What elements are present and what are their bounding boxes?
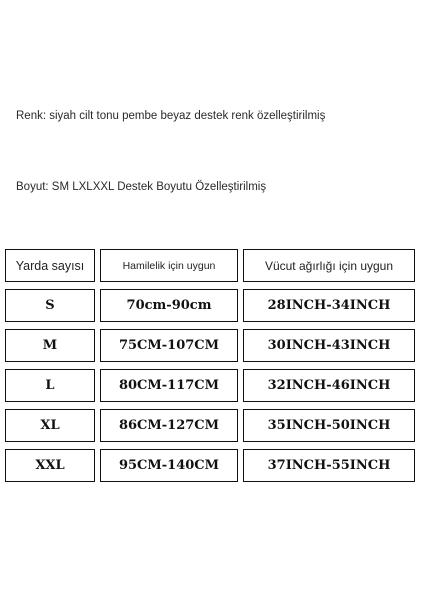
header-pregnancy-fit: Hamilelik için uygun	[100, 249, 238, 282]
table-row	[5, 409, 415, 442]
pregnancy-range-cell: 80CM-117CM	[100, 369, 238, 402]
table-header-row	[5, 249, 415, 282]
size-table	[5, 249, 415, 489]
pregnancy-range-cell: 86CM-127CM	[100, 409, 238, 442]
size-cell: XL	[5, 409, 95, 442]
pregnancy-range-cell: 70cm-90cm	[100, 289, 238, 322]
table-row	[5, 449, 415, 482]
header-body-weight-fit: Vücut ağırlığı için uygun	[243, 249, 415, 282]
size-cell: M	[5, 329, 95, 362]
table-row	[5, 329, 415, 362]
size-cell: S	[5, 289, 95, 322]
size-options-text: Boyut: SM LXLXXL Destek Boyutu Özelleştirilmiş	[16, 181, 267, 193]
weight-range-cell: 35INCH-50INCH	[243, 409, 415, 442]
pregnancy-range-cell: 95CM-140CM	[100, 449, 238, 482]
weight-range-cell: 37INCH-55INCH	[243, 449, 415, 482]
header-size: Yarda sayısı	[5, 249, 95, 282]
size-cell: L	[5, 369, 95, 402]
table-row	[5, 369, 415, 402]
weight-range-cell: 28INCH-34INCH	[243, 289, 415, 322]
pregnancy-range-cell: 75CM-107CM	[100, 329, 238, 362]
size-cell: XXL	[5, 449, 95, 482]
weight-range-cell: 30INCH-43INCH	[243, 329, 415, 362]
weight-range-cell: 32INCH-46INCH	[243, 369, 415, 402]
table-row	[5, 289, 415, 322]
color-options-text: Renk: siyah cilt tonu pembe beyaz destek renk özelleştirilmiş	[16, 110, 326, 122]
